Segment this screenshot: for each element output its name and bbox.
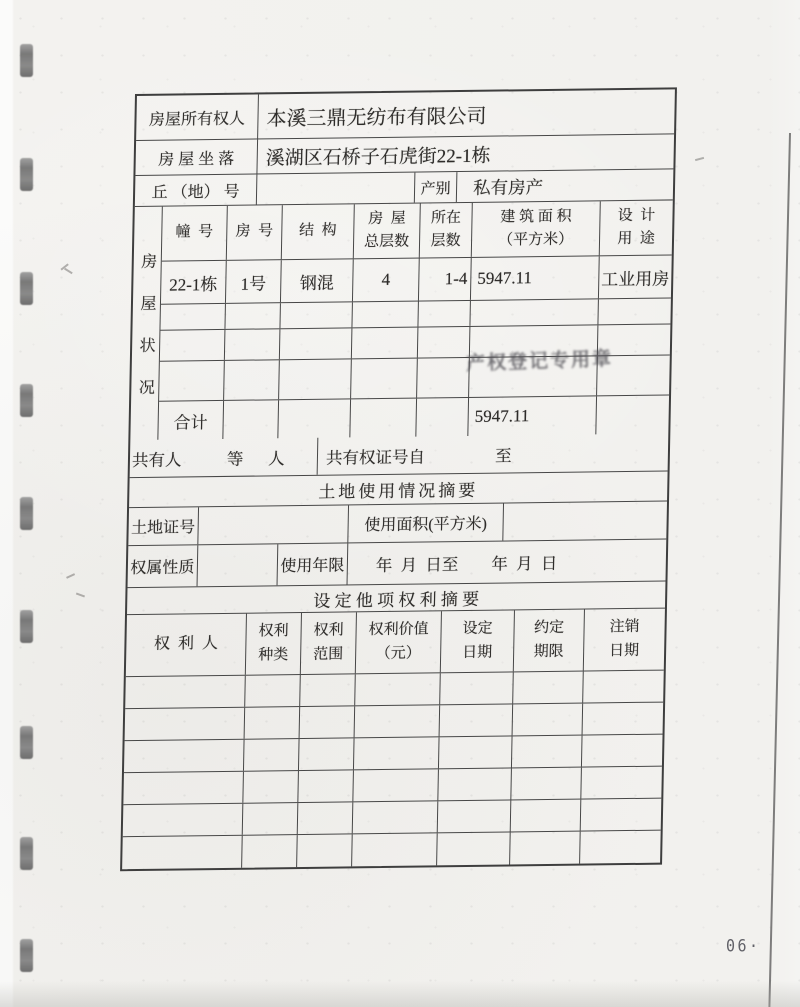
other-rights-heading: 设 定 他 项 权 利 摘 要 bbox=[313, 589, 480, 611]
binding-hole bbox=[20, 44, 33, 77]
col-floor-located: 所在 层数 bbox=[420, 203, 473, 258]
cell-total-floors: 4 bbox=[353, 259, 420, 302]
col-designed-use: 设 计 用 途 bbox=[617, 207, 656, 248]
binding-hole bbox=[20, 939, 33, 972]
page-number: 06· bbox=[726, 935, 761, 957]
dust-mark bbox=[66, 573, 75, 578]
coowner-left: 共有人 等 人 bbox=[130, 438, 319, 477]
binding-hole bbox=[20, 272, 33, 305]
binding-hole bbox=[20, 837, 33, 870]
col-rights-holder: 权 利 人 bbox=[126, 614, 247, 676]
binding-hole bbox=[20, 384, 33, 417]
property-registration-form bbox=[120, 87, 677, 871]
col-floor-area: 建 筑 面 积 （平方米） bbox=[472, 201, 601, 257]
cell-designed-use: 工业用房 bbox=[601, 268, 670, 289]
cell-building-no: 22-1栋 bbox=[161, 261, 227, 304]
use-years-label: 使用年限 bbox=[278, 543, 349, 585]
land-cert-value-empty bbox=[198, 505, 349, 544]
col-total-floors: 房 屋 总层数 bbox=[354, 204, 421, 259]
col-rights-kind: 权利 种类 bbox=[246, 613, 302, 675]
rights-header-row bbox=[126, 609, 665, 678]
col-agreed-term: 约定 期限 bbox=[514, 610, 585, 672]
ownership-nature-label: 权属性质 bbox=[128, 545, 199, 587]
land-area-label: 使用面积(平方米) bbox=[348, 504, 504, 543]
dust-mark bbox=[76, 593, 85, 598]
col-rights-value: 权利价值 （元） bbox=[356, 611, 442, 673]
col-room-no: 房 号 bbox=[227, 205, 283, 260]
land-use-heading: 土地使用情况摘要 bbox=[318, 480, 479, 502]
owner-label: 房屋所有权人 bbox=[136, 94, 259, 140]
binding-hole bbox=[20, 158, 33, 191]
page-edge-line bbox=[768, 133, 791, 1007]
binding-hole bbox=[20, 610, 33, 643]
cell-floor-located: 1-4 bbox=[419, 258, 472, 301]
col-cancel-date: 注销 日期 bbox=[608, 619, 640, 659]
owner-value: 本溪三鼎无纺布有限公司 bbox=[266, 105, 487, 130]
plot-label: 丘 （地） 号 bbox=[135, 175, 258, 206]
registration-stamp: 产权登记专用章 bbox=[465, 348, 614, 375]
use-years-dates: 年 月 日至 年 月 日 bbox=[375, 553, 558, 575]
rights-empty-row bbox=[122, 831, 661, 870]
building-status-section bbox=[130, 200, 672, 440]
col-building-no: 幢 号 bbox=[162, 206, 228, 261]
ownership-nature-value-empty bbox=[198, 544, 279, 586]
col-structure: 结 构 bbox=[282, 204, 355, 259]
dust-mark bbox=[695, 157, 704, 161]
building-header-row bbox=[162, 200, 673, 261]
cell-room-no: 1号 bbox=[226, 260, 282, 303]
location-label: 房 屋 坐 落 bbox=[135, 139, 258, 175]
building-data-row bbox=[161, 255, 672, 304]
cell-structure: 钢混 bbox=[281, 259, 354, 302]
binding-hole bbox=[20, 726, 33, 759]
total-area-value: 5947.11 bbox=[468, 396, 597, 436]
location-value: 溪湖区石桥子石虎街22-1栋 bbox=[265, 145, 491, 169]
cell-floor-area: 5947.11 bbox=[471, 256, 600, 300]
building-status-side-label: 房屋状况 bbox=[130, 207, 162, 440]
land-area-value-empty bbox=[503, 502, 667, 541]
total-label: 合计 bbox=[158, 401, 224, 440]
category-value: 私有房产 bbox=[472, 176, 544, 198]
coowner-right: 共有权证号自 至 bbox=[325, 445, 512, 468]
col-set-date: 设定 日期 bbox=[441, 610, 515, 672]
land-cert-label: 土地证号 bbox=[128, 507, 199, 545]
binding-hole bbox=[20, 497, 33, 530]
plot-value-empty bbox=[257, 173, 416, 205]
category-label: 产别 bbox=[415, 172, 458, 203]
dust-mark bbox=[64, 268, 72, 274]
col-rights-scope: 权利 范围 bbox=[301, 612, 357, 674]
building-total-row bbox=[158, 395, 669, 439]
